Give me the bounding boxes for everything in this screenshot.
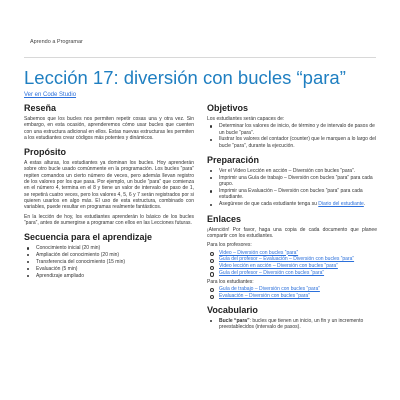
list-item: [207, 270, 377, 276]
section-resena: [24, 103, 194, 141]
list-item-text: Asegúrese de que cada estudiante tenga su: [219, 201, 319, 208]
list-item: Imprimir una Evaluación – Diversión con bucles “para” para cada estudiante.: [207, 188, 377, 201]
list-item: [207, 318, 377, 331]
section-heading: Secuencia para el aprendizaje: [24, 232, 153, 243]
objetivos-intro: Los estudiantes serán capaces de:: [207, 116, 285, 122]
section-heading: Reseña: [24, 103, 57, 113]
left-column: [24, 103, 194, 285]
list-item: Aprendizaje ampliado: [24, 273, 194, 279]
vocabulario-list: [207, 318, 377, 331]
proposito-paragraph-1: A estas alturas, los estudiantes ya dominan los bucles. Hoy aprenderán sobre otro bucle usado comúnmente en la programación. Los bucles “para” repiten comandos un cierto número de veces, pero además llevan registro de los valores por los que pasa. Por ejemplo, un bucle “para” que comienza en el número 4, termina en el 8 y tiene un valor de intervalo de paso de 1, se repetirá cuatro veces, pero los valores 4, 5, 6 y 7 serán registrados por si quieren usarlos en algo más. El uso de esta estructura, combinado con variables, puede resultar en programas realmente fantásticos.: [24, 160, 194, 211]
section-enlaces: [207, 214, 377, 299]
list-item: Ampliación del conocimiento (20 min): [24, 252, 194, 258]
list-item: Determinar los valores de inicio, de término y de intervalo de pasos de un bucle “para”.: [207, 123, 377, 136]
teachers-links: [207, 250, 377, 277]
list-item: [207, 286, 377, 292]
section-heading: Preparación: [207, 155, 260, 166]
code-studio-link[interactable]: Ver en Code Studio: [24, 92, 77, 98]
section-objetivos: [207, 103, 377, 149]
section-heading: Vocabulario: [207, 304, 258, 315]
section-secuencia: [24, 232, 194, 279]
list-item: Conocimiento inicial (20 min): [24, 245, 194, 251]
student-link[interactable]: Evaluación – Diversión con bucles “para”: [219, 292, 310, 299]
enlaces-alert: ¡Atención! Por favor, haga una copia de cada documento que planee compartir con los estudiantes.: [207, 226, 377, 239]
section-preparacion: [207, 155, 377, 208]
vocab-term: Bucle “para”: [219, 317, 250, 324]
list-item: [207, 250, 377, 256]
section-heading: Objetivos: [207, 103, 249, 113]
running-header: Aprendo a Programar: [30, 39, 83, 45]
students-label: Para los estudiantes:: [207, 278, 254, 285]
preparacion-list: [207, 168, 377, 208]
list-item: Ver el Video Lección en acción – Diversión con bucles “para”.: [207, 168, 377, 174]
list-item: [207, 263, 377, 269]
objetivos-list: [207, 123, 377, 149]
section-heading: Propósito: [24, 147, 66, 158]
teacher-link[interactable]: Video lección en acción – Diversión con bucles “para”: [219, 263, 338, 270]
list-item: Imprimir una Guía de trabajo – Diversión con bucles “para” para cada grupo.: [207, 175, 377, 188]
proposito-paragraph-2: En la lección de hoy, los estudiantes aprenderán lo básico de los bucles “para”, antes de sumergirse a programar con ellos en las Lecciones futuras.: [24, 213, 194, 226]
list-item: [207, 293, 377, 299]
teacher-link[interactable]: Video – Diversión con bucles “para”: [219, 249, 299, 256]
resena-text: Sabemos que los bucles nos permiten repetir cosas una y otra vez. Sin embargo, en esta ocasión, aprenderemos cómo usar bucles que cuenten con una estructura adicional en ellos. Estas nuevas estructuras les permiten a los estudiantes crear códigos más potentes y dinámicos.: [24, 116, 194, 141]
teacher-link[interactable]: Guía del profesor – Diversión con bucles “para”: [219, 270, 325, 277]
section-proposito: [24, 147, 194, 226]
secuencia-list: [24, 245, 194, 279]
student-journal-link[interactable]: Diario del estudiante: [318, 201, 364, 208]
teacher-link[interactable]: Guía del profesor – Evaluación – Diversión con bucles “para”: [219, 256, 355, 263]
students-links: [207, 286, 377, 299]
list-item: [207, 256, 377, 262]
page-title: Lección 17: diversión con bucles “para”: [24, 67, 346, 88]
vocab-definition: : bucles que tienen un inicio, un fin y un incremento preestablecidos (intervalo de pasos).: [219, 317, 364, 331]
student-link[interactable]: Guía de trabajo – Diversión con bucles “para”: [219, 285, 320, 292]
right-column: [207, 103, 377, 337]
list-item: Ilustrar los valores del contador (counter) que le marquen a lo largo del bucle “para”, durante la ejecución.: [207, 136, 377, 149]
section-heading: Enlaces: [207, 213, 242, 224]
teachers-label: Para los profesores:: [207, 242, 252, 249]
list-item: [207, 201, 377, 207]
list-item: Transferencia del conocimiento (15 min): [24, 259, 194, 265]
header-divider: [24, 57, 376, 58]
list-item-end: .: [363, 201, 366, 208]
section-vocabulario: [207, 305, 377, 331]
list-item: Evaluación (5 min): [24, 266, 194, 272]
